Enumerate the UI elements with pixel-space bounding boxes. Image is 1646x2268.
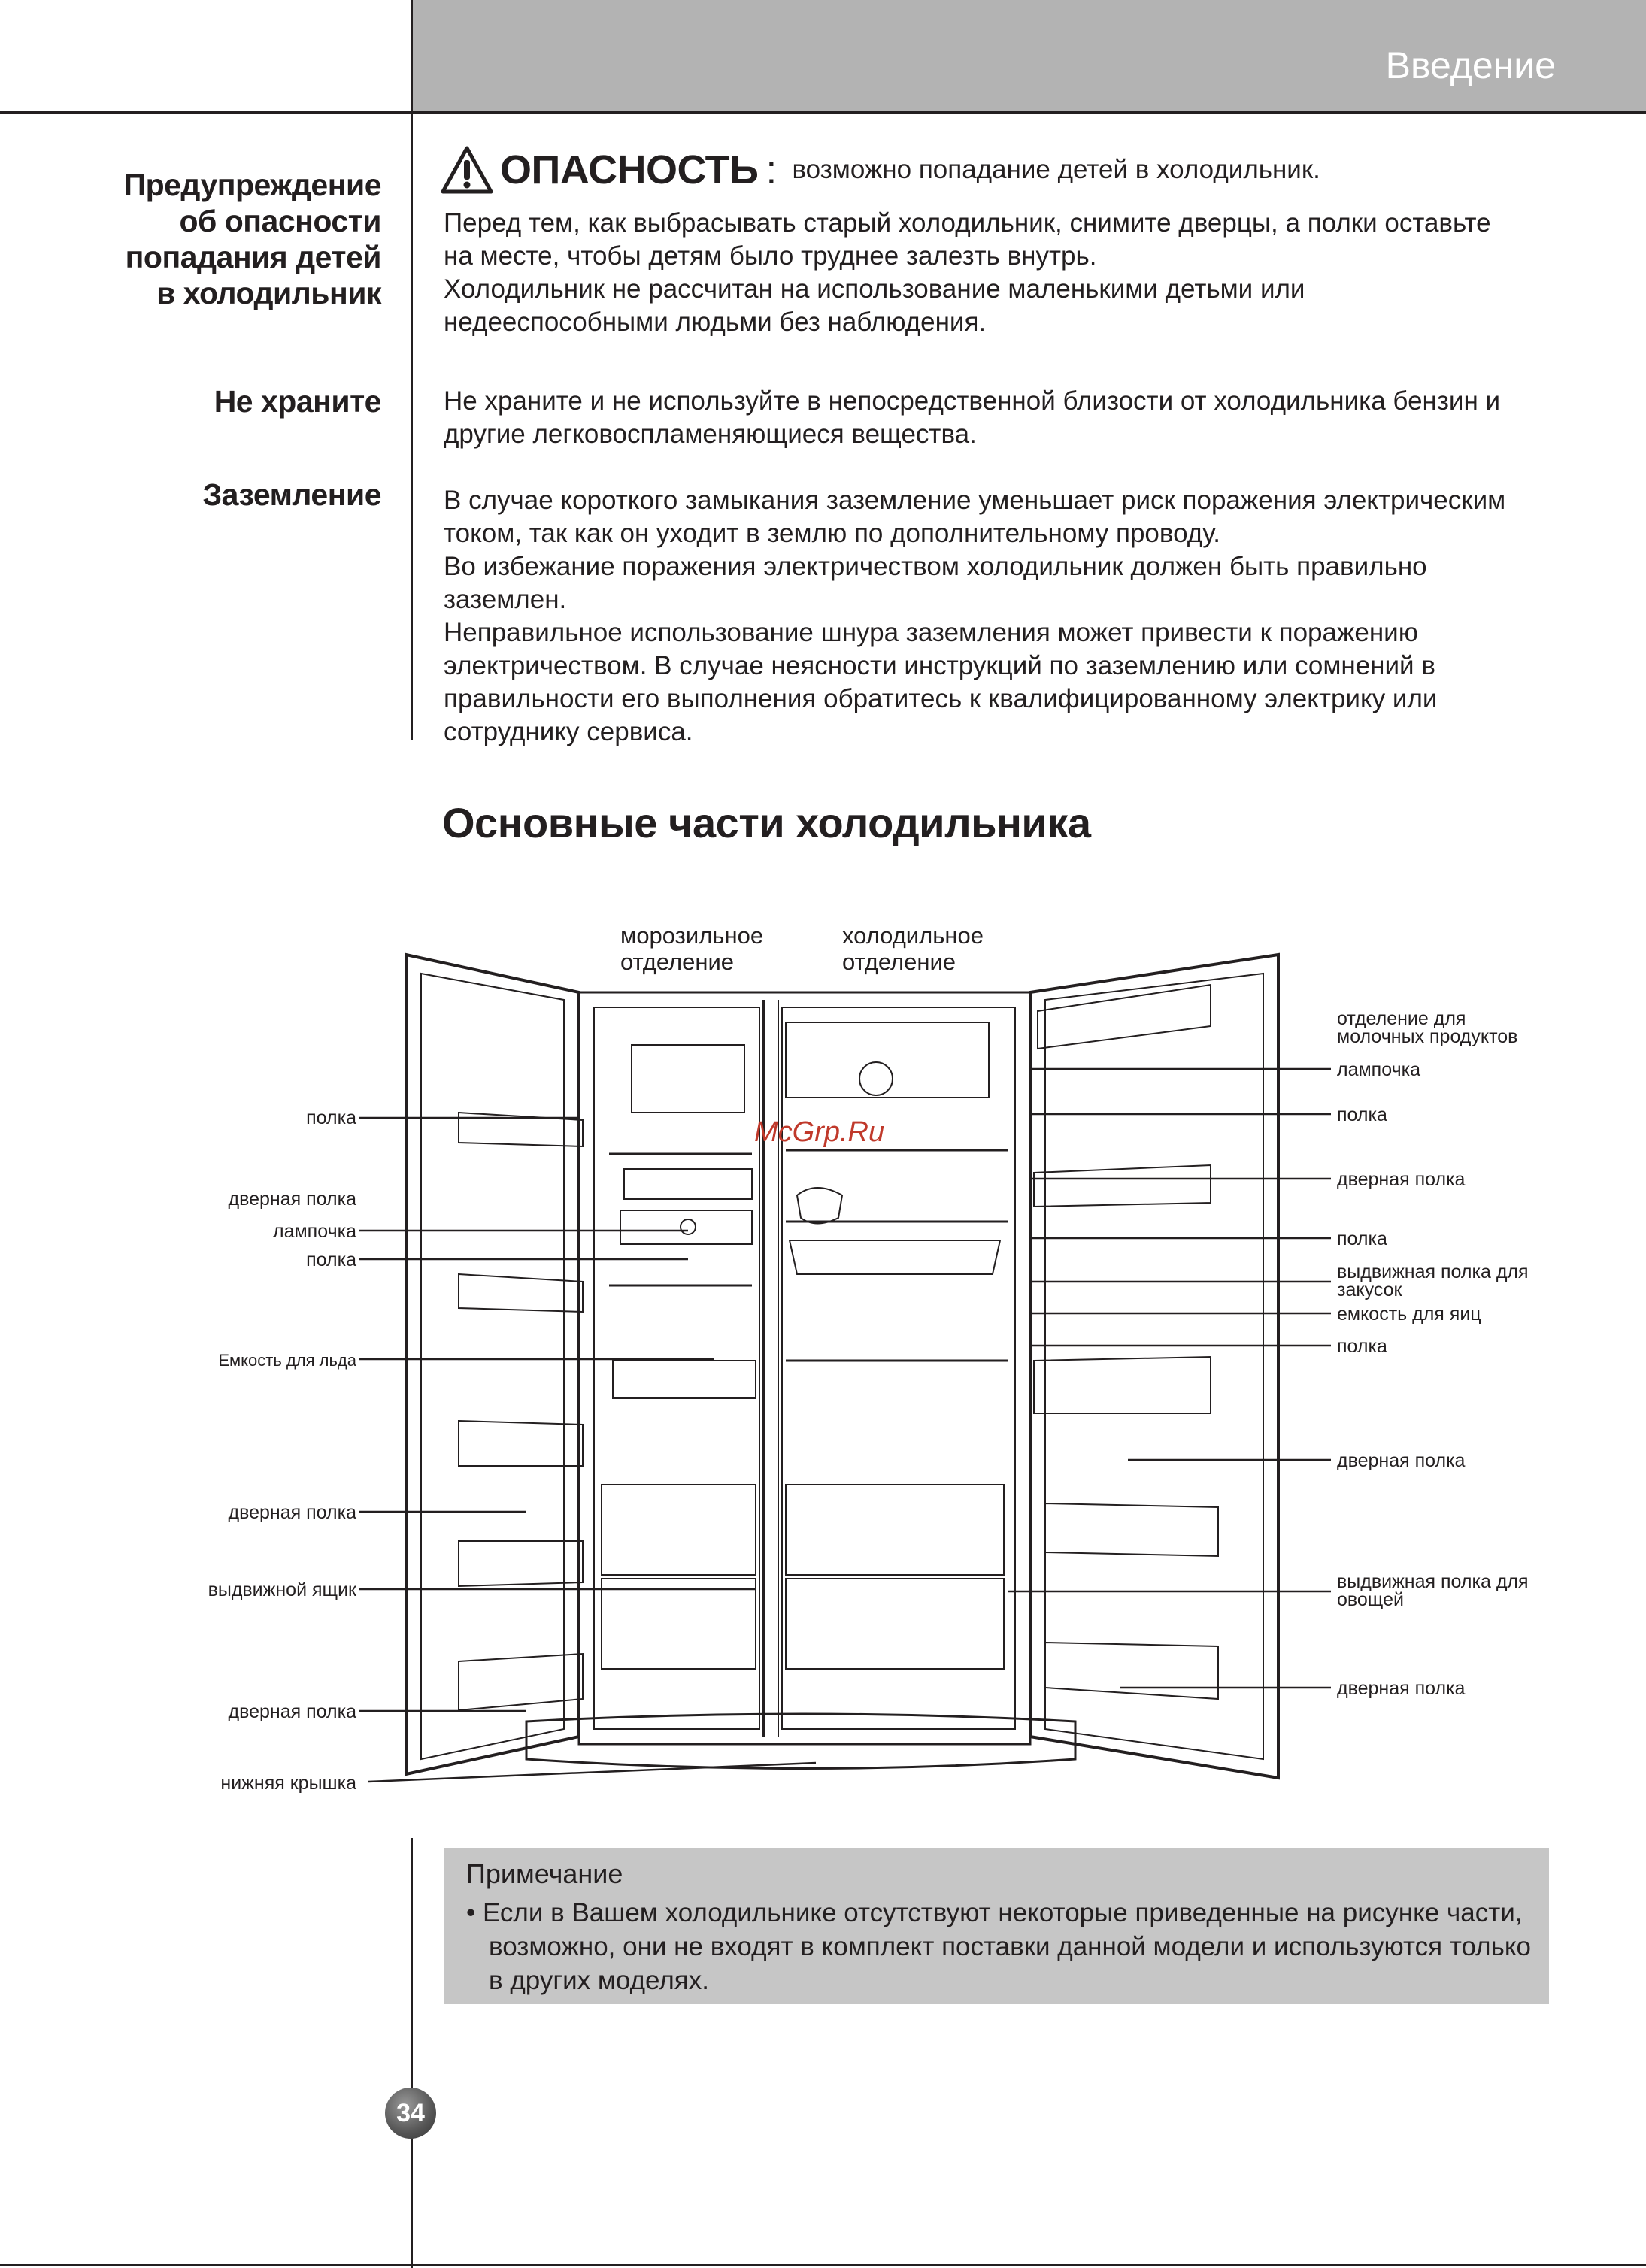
freezer-interior bbox=[594, 1007, 759, 1729]
note-box bbox=[444, 1848, 1549, 2004]
label-freezer: морозильное bbox=[620, 922, 764, 949]
label-fridge: холодильное bbox=[842, 922, 984, 949]
bottom-rule bbox=[0, 2264, 1646, 2266]
label-door-shelf: дверная полка bbox=[228, 1701, 356, 1722]
label-door-shelf: дверная полка bbox=[228, 1502, 356, 1523]
egg-tray bbox=[797, 1188, 842, 1224]
vertical-rule-top bbox=[411, 0, 413, 740]
danger-text: возможно попадание детей в холодильник. bbox=[792, 155, 1320, 184]
label-door-shelf: дверная полка bbox=[1337, 1450, 1466, 1471]
parts-title: Основные части холодильника bbox=[442, 799, 1091, 846]
danger-colon: : bbox=[765, 147, 778, 192]
label-ice-bin: Емкость для льда bbox=[218, 1351, 356, 1370]
label-dairy: молочных продуктов bbox=[1337, 1026, 1518, 1047]
label-fridge: отделение bbox=[842, 949, 956, 975]
bottom-cover bbox=[526, 1714, 1075, 1769]
fridge-interior bbox=[782, 1007, 1015, 1729]
label-crisper: выдвижная полка для bbox=[1337, 1571, 1529, 1592]
dairy-compartment bbox=[1038, 985, 1211, 1049]
do-not-store-text bbox=[444, 385, 1519, 451]
note-text: • Если в Вашем холодильнике отсутствуют некоторые приведенные на рисунке части, возможно, они не входят в комплект поставки данной модели и используются только в других моделях. bbox=[466, 1898, 1531, 1995]
page-number: 34 bbox=[385, 2088, 436, 2139]
freezer-drawer-upper bbox=[602, 1485, 756, 1575]
label-crisper: овощей bbox=[1337, 1589, 1404, 1610]
paragraph: Во избежание поражения электричеством холодильник должен быть правильно заземлен. bbox=[444, 552, 1427, 614]
paragraph: Не храните и не используйте в непосредственной близости от холодильника бензин и другие легковоспламеняющиеся вещества. bbox=[444, 386, 1501, 449]
label-egg-tray: емкость для яиц bbox=[1337, 1304, 1481, 1325]
left-door bbox=[406, 955, 579, 1774]
crisper-lower bbox=[786, 1579, 1004, 1669]
label-shelf: полка bbox=[1337, 1104, 1387, 1125]
heading-child-hazard: Предупреждение об опасности попадания детей в холодильник bbox=[123, 168, 381, 310]
label-lamp: лампочка bbox=[273, 1221, 356, 1242]
label-bottom-cover: нижняя крышка bbox=[220, 1773, 356, 1794]
label-dairy: отделение для bbox=[1337, 1008, 1466, 1029]
label-snack-drawer: выдвижная полка для bbox=[1337, 1261, 1529, 1282]
cabinet-outline bbox=[579, 992, 1030, 1744]
label-shelf: полка bbox=[306, 1249, 356, 1270]
label-door-shelf: дверная полка bbox=[1337, 1678, 1466, 1699]
heading-grounding: Заземление bbox=[202, 477, 381, 512]
ice-maker bbox=[632, 1045, 744, 1113]
control-panel bbox=[786, 1022, 989, 1098]
label-snack-drawer: закусок bbox=[1337, 1279, 1402, 1301]
paragraph: В случае короткого замыкания заземление уменьшает риск поражения электрическим током, так как он уходит в землю по дополнительному проводу. bbox=[444, 486, 1506, 548]
label-freezer: отделение bbox=[620, 949, 735, 975]
label-lamp: лампочка bbox=[1337, 1059, 1420, 1080]
freezer-drawer-lower bbox=[602, 1579, 756, 1669]
crisper-upper bbox=[786, 1485, 1004, 1575]
child-hazard-text bbox=[444, 207, 1519, 339]
label-shelf: полка bbox=[1337, 1336, 1387, 1357]
label-shelf: полка bbox=[1337, 1228, 1387, 1249]
header-band bbox=[413, 0, 1646, 113]
label-drawer: выдвижной ящик bbox=[208, 1579, 356, 1600]
leader-lines bbox=[359, 1069, 1331, 1782]
label-shelf: полка bbox=[306, 1107, 356, 1128]
paragraph: Неправильное использование шнура заземления может привести к поражению электричеством. В случае неясности инструкций по заземлению или сомнений в правильности его выполнения обратитесь к квалифицированному электрику или сотруднику сервиса. bbox=[444, 618, 1438, 746]
paragraph: Холодильник не рассчитан на использование маленькими детьми или недееспособными людьми без наблюдения. bbox=[444, 274, 1305, 337]
section-title-header: Введение bbox=[1385, 44, 1556, 86]
warning-triangle-icon bbox=[440, 145, 494, 195]
label-door-shelf: дверная полка bbox=[228, 1189, 356, 1210]
label-door-shelf: дверная полка bbox=[1337, 1169, 1466, 1190]
grounding-text bbox=[444, 484, 1519, 749]
heading-do-not-store: Не храните bbox=[214, 384, 381, 419]
vertical-rule-bottom bbox=[411, 1838, 413, 2268]
danger-row bbox=[440, 145, 1320, 195]
paragraph: Перед тем, как выбрасывать старый холодильник, снимите дверцы, а полки оставьте на месте, чтобы детям было труднее залезть внутрь. bbox=[444, 208, 1491, 271]
refrigerator-diagram bbox=[0, 895, 1646, 1812]
right-door bbox=[1030, 955, 1278, 1778]
top-rule bbox=[0, 111, 1646, 114]
watermark: McGrp.Ru bbox=[754, 1116, 885, 1148]
danger-word: ОПАСНОСТЬ bbox=[500, 147, 759, 192]
refrigerator-drawing bbox=[0, 895, 1646, 1812]
note-title: Примечание bbox=[466, 1858, 623, 1889]
snack-drawer bbox=[790, 1240, 1000, 1274]
ice-bin bbox=[613, 1361, 756, 1398]
